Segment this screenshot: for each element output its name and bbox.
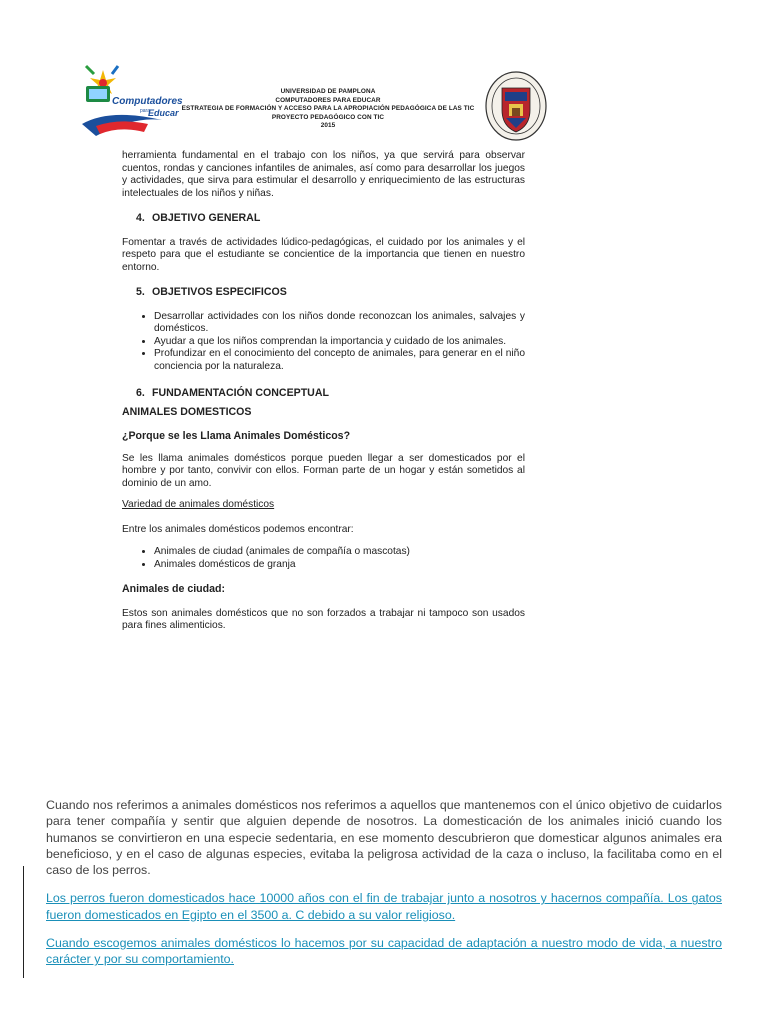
project-name: PROYECTO PEDAGÓGICO CON TIC (271, 113, 385, 121)
dogs-cats-link[interactable]: Los perros fueron domesticados hace 10000 años con el fin de trabajar junto a nosotros y hacernos compañía. Los gatos fueron domesticados en Egipto en el 3500 a. C debido a su valor religioso. (46, 891, 722, 922)
strategy-name: ESTRATEGIA DE FORMACIÓN Y ACCESO PARA LA APROPIACIÓN PEDAGÓGICA DE LAS TIC (181, 105, 475, 112)
list-item: • Profundizar en el conocimiento del concepto de animales, para generar en el niño conciencia por la naturaleza. (154, 348, 525, 373)
section-6-title: FUNDAMENTACIÓN CONCEPTUAL (152, 387, 329, 399)
university-seal (484, 70, 548, 142)
header-year: 2015 (320, 122, 336, 129)
section-5-number: 5. (136, 286, 145, 298)
city-animals-heading: Animales de ciudad: (122, 583, 226, 595)
program-name: COMPUTADORES PARA EDUCAR (275, 96, 381, 104)
list-item: • Desarrollar actividades con los niños donde reconozcan los animales, salvajes y domésticos. (154, 311, 525, 336)
section-4-number: 4. (136, 212, 145, 224)
quote-bar (23, 866, 24, 978)
variety-intro: Entre los animales domésticos podemos encontrar: (122, 523, 354, 535)
article-link-paragraph (46, 935, 722, 968)
section-4-heading (122, 212, 525, 225)
section-5-title: OBJETIVOS ESPECIFICOS (152, 286, 287, 298)
section-4-title: OBJETIVO GENERAL (152, 212, 261, 224)
svg-text:Computadores: Computadores (112, 96, 183, 107)
list-item: • Animales de ciudad (animales de compañía o mascotas) (154, 546, 525, 559)
city-animals-body: Estos son animales domésticos que no son forzados a trabajar ni tampoco son usados para fines alimenticios. (122, 607, 525, 631)
section-6-number: 6. (136, 387, 145, 399)
scanned-document-content (122, 150, 525, 633)
document-header (80, 66, 550, 146)
variety-subheading: Variedad de animales domésticos (122, 499, 275, 510)
article-link-paragraph (46, 890, 722, 923)
list-item: • Ayudar a que los niños comprendan la importancia y cuidado de los animales. (154, 336, 525, 349)
animals-heading: ANIMALES DOMESTICOS (122, 405, 252, 418)
question-body: Se les llama animales domésticos porque pueden llegar a ser domesticados por el hombre y por tanto, convivir con ellos. Forman parte de un hogar y están sometidos al dominio de un amo. (122, 452, 525, 489)
adaptation-link[interactable]: Cuando escogemos animales domésticos lo hacemos por su capacidad de adaptación a nuestro modo de vida, a nuestro carácter y por su comportamiento. (46, 936, 722, 967)
section-6-heading (122, 387, 525, 400)
specific-objectives-list (122, 311, 525, 374)
university-name: UNIVERSIDAD DE PAMPLONA (280, 88, 376, 95)
svg-text:Educar: Educar (148, 108, 179, 118)
section-4-body: Fomentar a través de actividades lúdico-pedagógicas, el cuidado por los animales y el respeto para que el estudiante se concientice de la importancia que tienen en nuestro entorno. (122, 236, 525, 273)
article-paragraph: Cuando nos referimos a animales domésticos nos referimos a aquellos que mantenemos con el único objetivo de cuidarlos para tener compañía y sentir que alguien depende de nosotros. La domesticación de los animales inició cuando los humanos se convirtieron en una especie sedentaria, en ese momento descubrieron que domesticar algunos animales era beneficioso, y en el caso de algunas especies, evitaba la peligrosa actividad de la caza o incluso, la facilitaba como en el caso de los perros. (46, 798, 722, 878)
article-text (46, 797, 722, 968)
variety-list (122, 546, 525, 571)
svg-text:para: para (140, 108, 151, 114)
computadores-para-educar-logo (80, 66, 183, 138)
section-5-heading (122, 286, 525, 299)
header-titles (176, 88, 480, 131)
question-heading: ¿Porque se les Llama Animales Domésticos? (122, 430, 351, 442)
intro-paragraph: herramienta fundamental en el trabajo con los niños, ya que servirá para observar cuentos, rondas y canciones infantiles de animales, así como para desarrollar los juegos y actividades, que sirva para estimular el desarrollo y enriquecimiento de las estructuras intelectuales de los niños y niñas. (122, 150, 525, 199)
list-item: • Animales domésticos de granja (154, 559, 525, 572)
